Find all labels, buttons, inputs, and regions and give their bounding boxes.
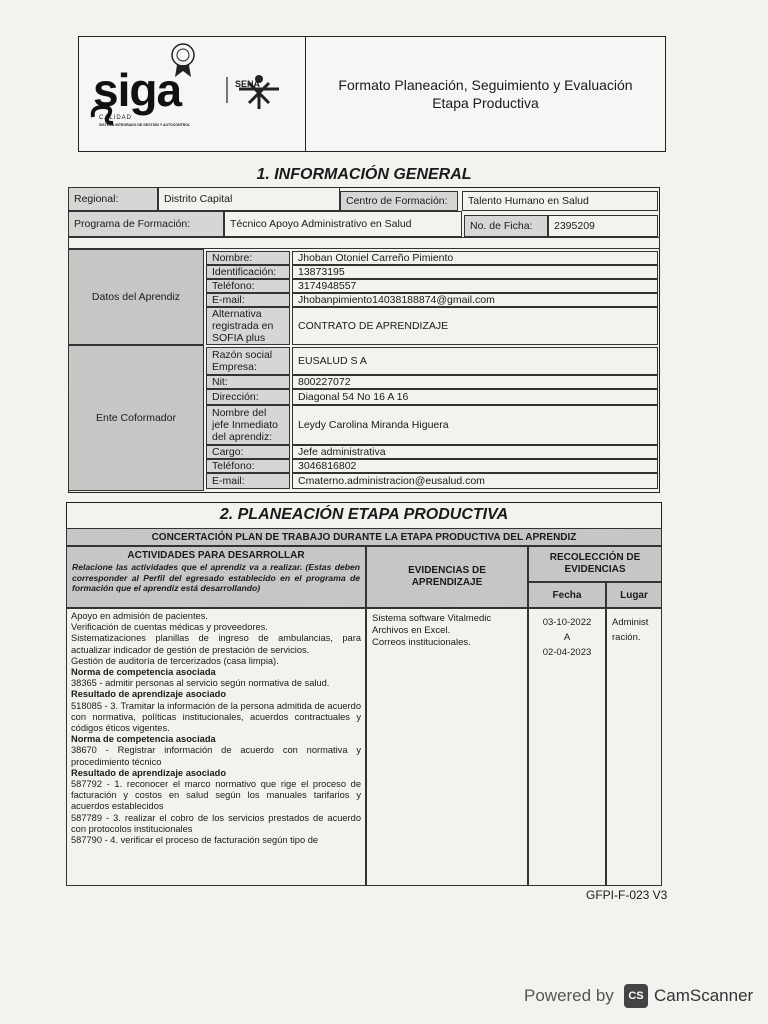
empresa-nit-value: 800227072 — [292, 375, 658, 389]
siga-logo-area — [79, 37, 306, 151]
actividad-item: 38365 - admitir personas al servicio según normativa de salud. — [71, 678, 330, 689]
evidencia-item: Sistema software Vitalmedic — [372, 613, 492, 624]
form-code: GFPI-F-023 V3 — [586, 888, 668, 902]
evidencia-item: Archivos en Excel. — [372, 625, 451, 636]
jefe-inmediato-value: Leydy Carolina Miranda Higuera — [292, 405, 658, 445]
actividades-header-note: Relacione las actividades que el aprendiz va a realizar. (Estas deben corresponder al Perfil del egresado establecido en el programa de formación que el aprendiz está desarrollando) — [72, 562, 360, 593]
actividad-item: Gestión de auditoría de tercerizados (casa limpia). — [71, 655, 279, 666]
evidencias-cell — [366, 608, 528, 886]
ficha-label: No. de Ficha: — [464, 215, 548, 237]
norma-heading: Norma de competencia asociada — [71, 667, 216, 678]
fecha-sep: A — [563, 632, 571, 643]
resultado-heading: Resultado de aprendizaje asociado — [71, 689, 226, 700]
aprendiz-telefono-label: Teléfono: — [206, 279, 290, 293]
cargo-value: Jefe administrativa — [292, 445, 658, 459]
norma-heading: Norma de competencia asociada — [71, 734, 216, 745]
cargo-label: Cargo: — [206, 445, 290, 459]
empresa-direccion-label: Dirección: — [206, 389, 290, 405]
actividad-item: 587789 - 3. realizar el cobro de los servicios prestados de acuerdo con protocolos institucionales — [71, 812, 361, 834]
spacer-row — [68, 237, 660, 249]
header-box — [78, 36, 666, 152]
aprendiz-id-label: Identificación: — [206, 265, 290, 279]
ficha-value: 2395209 — [548, 215, 658, 237]
actividad-item: Sistematizaciones planillas de ingreso de ambulancias, para actualizar indicador de gestión de prestación de servicios. — [71, 633, 361, 655]
camscanner-logo-icon: CS — [624, 984, 648, 1008]
empresa-razon-value: EUSALUD S A — [292, 347, 658, 375]
empresa-telefono-value: 3046816802 — [292, 459, 658, 473]
programa-label: Programa de Formación: — [68, 211, 224, 237]
aprendiz-nombre-value: Jhoban Otoniel Carreño Pimiento — [292, 251, 658, 265]
regional-value: Distrito Capital — [158, 187, 340, 211]
concertacion-subtitle: CONCERTACIÓN PLAN DE TRABAJO DURANTE LA ETAPA PRODUCTIVA DEL APRENDIZ — [66, 528, 662, 546]
actividad-item: 587792 - 1. reconocer el marco normativo que rige el proceso de facturación y costos en salud según los manuales tarifarios y acuerdos establecidos — [71, 779, 361, 812]
empresa-nit-label: Nit: — [206, 375, 290, 389]
aprendiz-id-value: 13873195 — [292, 265, 658, 279]
aprendiz-email-label: E-mail: — [206, 293, 290, 307]
lugar-line: Administ — [612, 617, 649, 628]
datos-aprendiz-label: Datos del Aprendiz — [68, 249, 204, 345]
empresa-email-label: E-mail: — [206, 473, 290, 489]
title-line2: Etapa Productiva — [432, 95, 539, 111]
fecha-cell — [528, 608, 606, 886]
aprendiz-alternativa-value: CONTRATO DE APRENDIZAJE — [292, 307, 658, 345]
empresa-telefono-label: Teléfono: — [206, 459, 290, 473]
actividad-item: Verificación de cuentas médicas y proveedores. — [71, 622, 268, 633]
aprendiz-email-value: Jhobanpimiento14038188874@gmail.com — [292, 293, 658, 307]
actividades-header-title: ACTIVIDADES PARA DESARROLLAR — [127, 550, 305, 561]
actividades-cell — [66, 608, 366, 886]
camscanner-label: CamScanner — [654, 986, 754, 1005]
regional-label: Regional: — [68, 187, 158, 211]
powered-by-label: Powered by — [524, 986, 614, 1005]
jefe-inmediato-label: Nombre del jefe Inmediato del aprendiz: — [206, 405, 290, 445]
sena-label: SENA — [235, 79, 261, 89]
empresa-razon-label: Razón social Empresa: — [206, 347, 290, 375]
section2-title: 2. PLANEACIÓN ETAPA PRODUCTIVA — [219, 506, 509, 523]
actividad-item: Apoyo en admisión de pacientes. — [71, 611, 208, 621]
aprendiz-alternativa-label: Alternativa registrada en SOFIA plus — [206, 307, 290, 345]
evidencias-header: EVIDENCIAS DE APRENDIZAJE — [366, 546, 528, 608]
programa-value: Técnico Apoyo Administrativo en Salud — [224, 211, 462, 237]
logo-sub: CALIDAD — [99, 115, 133, 121]
actividad-item: 518085 - 3. Tramitar la información de la persona admitida de acuerdo con normativa, políticas institucionales, acuerdos contractuales y códigos éticos vigentes. — [71, 700, 361, 734]
lugar-cell — [606, 608, 662, 886]
ente-coformador-label: Ente Coformador — [68, 345, 204, 491]
aprendiz-nombre-label: Nombre: — [206, 251, 290, 265]
fecha-start: 03-10-2022 — [542, 617, 592, 628]
lugar-line: ración. — [612, 632, 641, 643]
lugar-header: Lugar — [606, 582, 662, 608]
actividad-item: 38670 - Registrar información de acuerdo con normativa y procedimiento técnico — [71, 745, 361, 767]
resultado-heading: Resultado de aprendizaje asociado — [71, 767, 226, 778]
logo-tagline: SISTEMA INTEGRADO DE GESTIÓN Y AUTOCONTROL — [99, 123, 191, 127]
recoleccion-header: RECOLECCIÓN DE EVIDENCIAS — [528, 546, 662, 582]
fecha-header: Fecha — [528, 582, 606, 608]
empresa-direccion-value: Diagonal 54 No 16 A 16 — [292, 389, 658, 405]
title-line1: Formato Planeación, Seguimiento y Evaluación — [338, 77, 633, 93]
centro-value: Talento Humano en Salud — [462, 191, 658, 211]
centro-label: Centro de Formación: — [340, 191, 458, 211]
fecha-end: 02-04-2023 — [542, 647, 592, 658]
actividades-header — [66, 546, 366, 608]
actividad-item: 587790 - 4. verificar el proceso de facturación según tipo de — [71, 835, 319, 846]
logo-text: siga — [93, 64, 182, 116]
evidencia-item: Correos institucionales. — [372, 637, 471, 648]
section1-title: 1. INFORMACIÓN GENERAL — [256, 166, 472, 183]
aprendiz-telefono-value: 3174948557 — [292, 279, 658, 293]
format-title — [306, 37, 665, 151]
empresa-email-value: Cmaterno.administracion@eusalud.com — [292, 473, 658, 489]
